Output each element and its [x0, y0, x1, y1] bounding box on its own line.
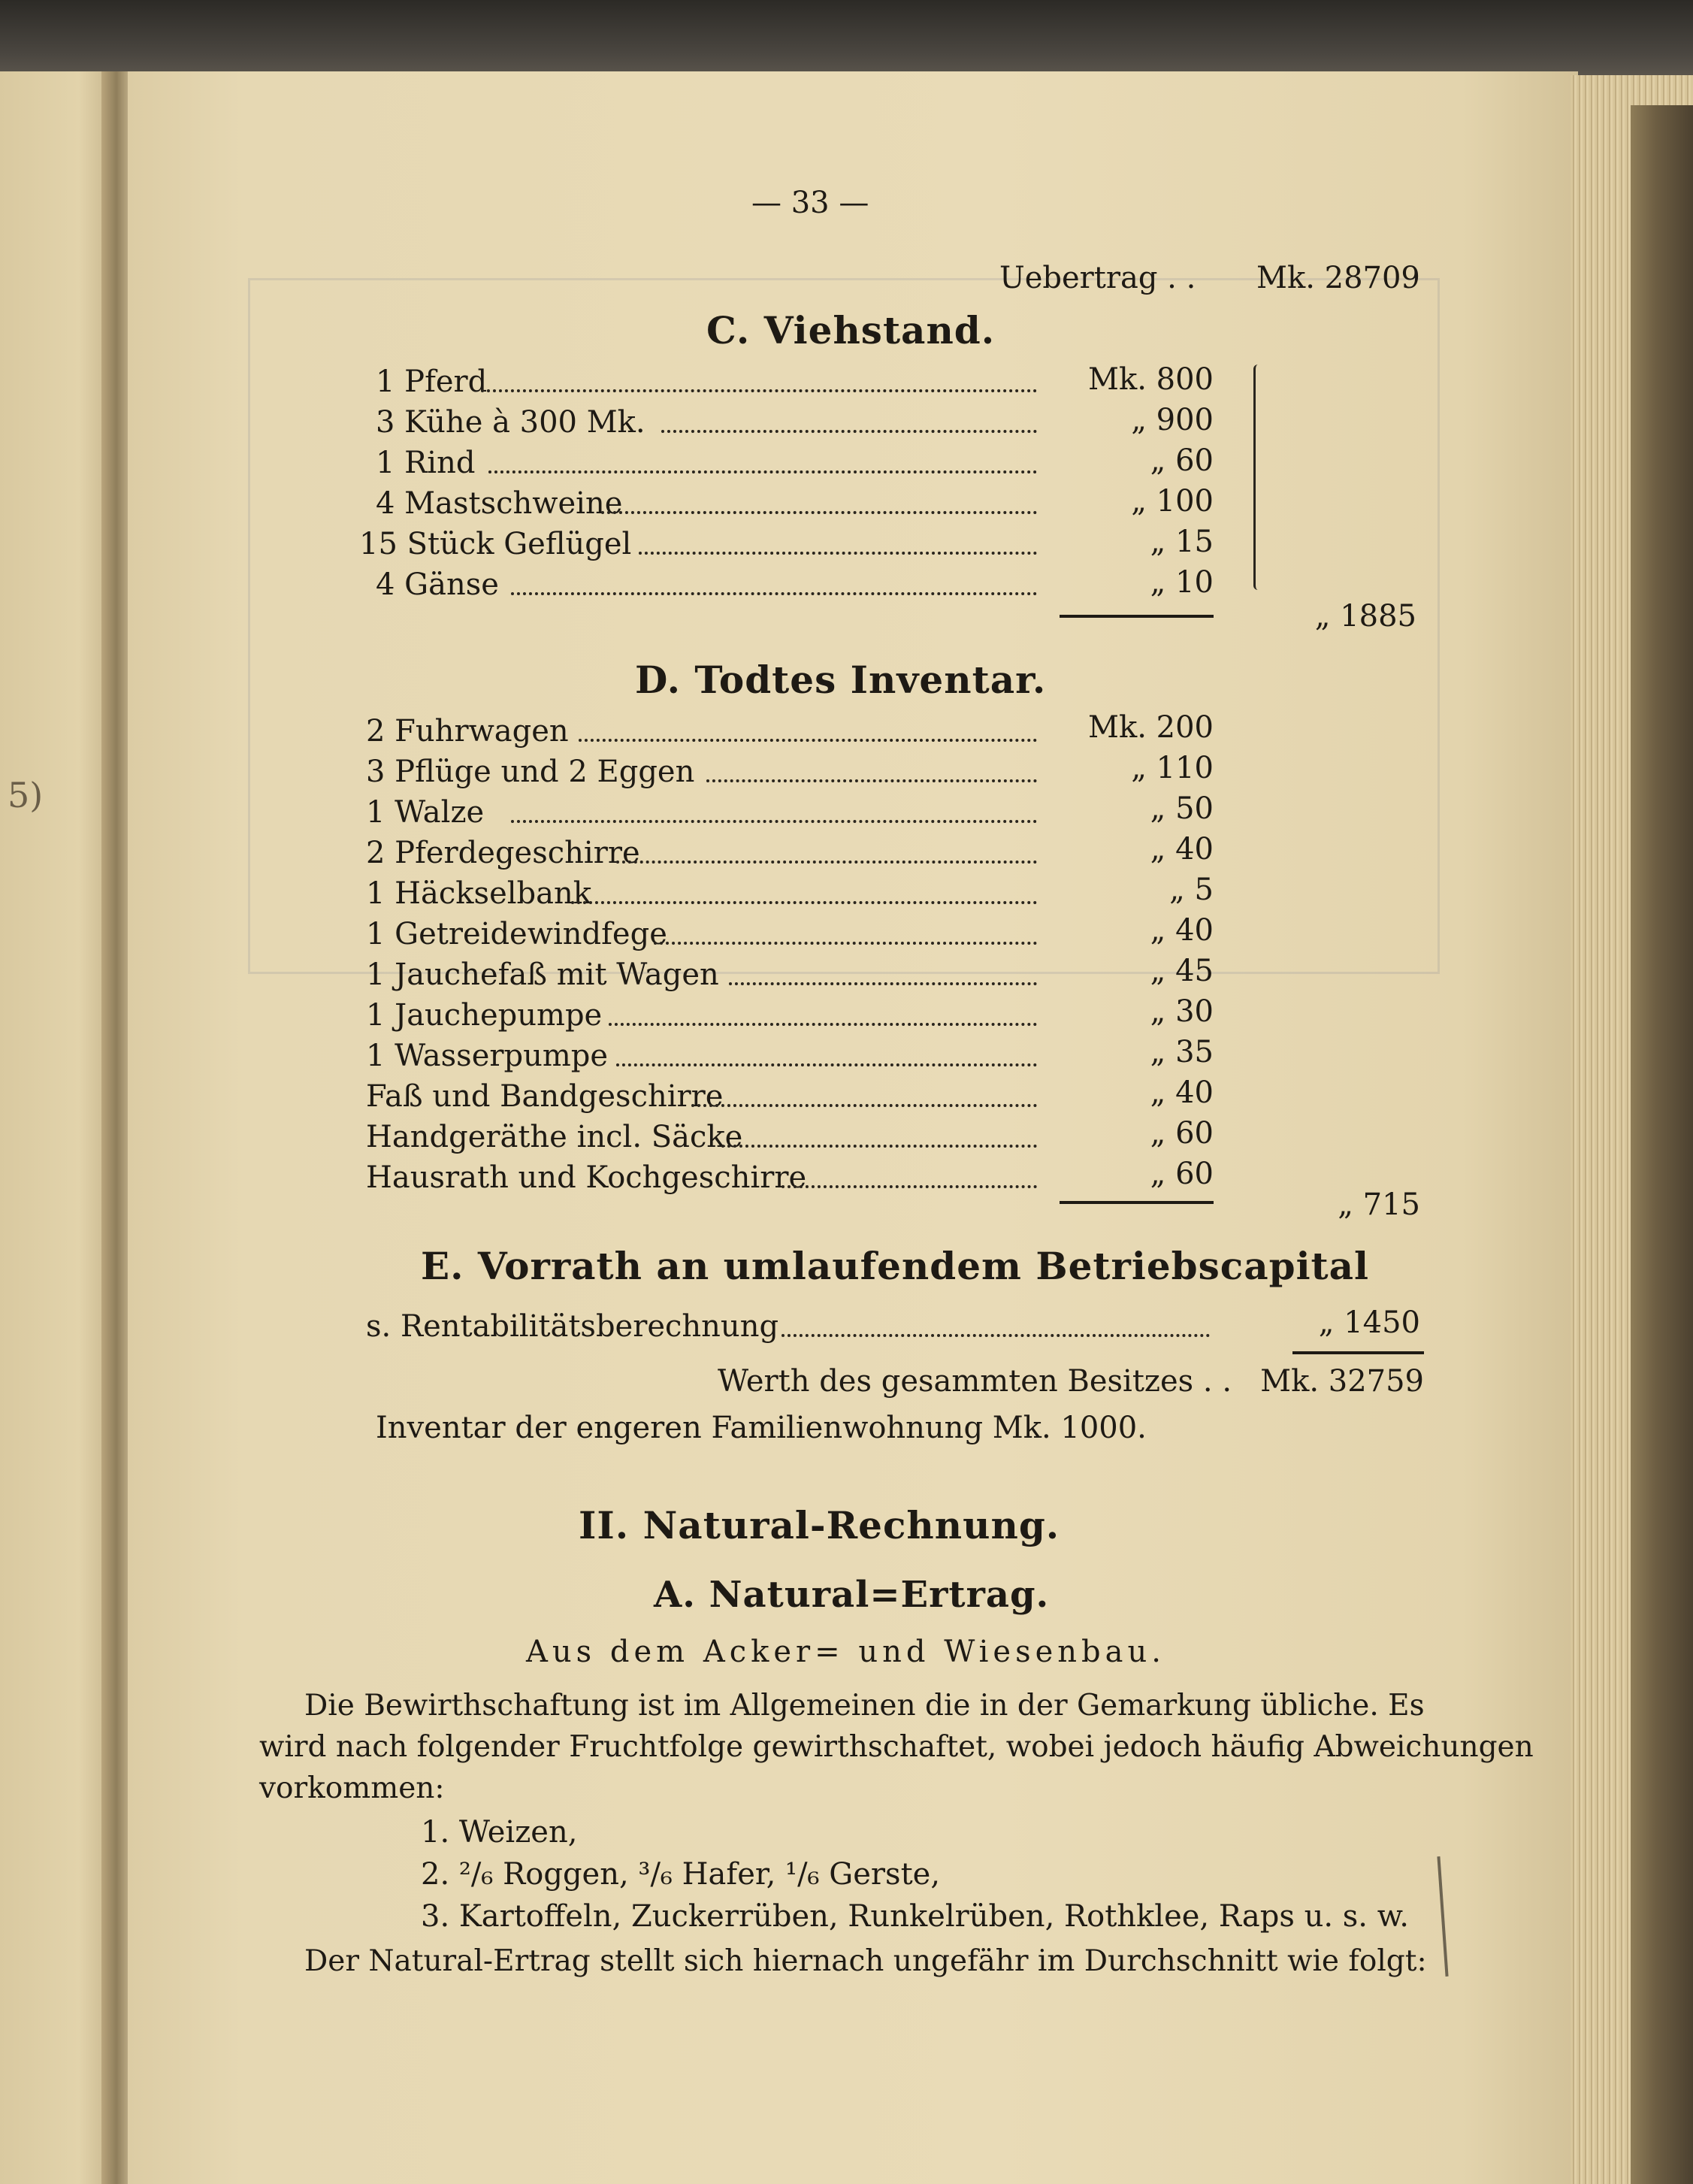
carry-value: Mk. 28709: [1256, 261, 1420, 295]
list-item: Faß und Bandgeschirre: [366, 1079, 724, 1114]
leader-dots: [488, 470, 1037, 473]
list-item: 15 Stück Geflügel: [359, 527, 632, 561]
page-number: — 33 —: [751, 186, 869, 220]
list-item: 1 Wasserpumpe: [366, 1039, 609, 1073]
list-item: 2. ²/₆ Roggen, ³/₆ Hafer, ¹/₆ Gerste,: [421, 1857, 941, 1892]
list-value: „ 15: [1150, 525, 1214, 559]
closing-line: Der Natural-Ertrag stellt sich hiernach ungefähr im Durchschnitt wie folgt:: [304, 1944, 1427, 1978]
list-item: 3 Kühe à 300 Mk.: [376, 405, 645, 440]
list-value: „ 40: [1150, 1075, 1214, 1110]
list-value: „ 30: [1150, 994, 1214, 1029]
list-value: Mk. 200: [1088, 710, 1214, 745]
leader-dots: [661, 430, 1037, 433]
bracket: [1253, 365, 1265, 590]
worth-value: Mk. 32759: [1260, 1364, 1424, 1399]
paragraph-line: Die Bewirthschaftung ist im Allgemeinen die in der Gemarkung übliche. Es: [304, 1689, 1425, 1723]
list-value: „ 110: [1131, 751, 1214, 785]
section-c-title: C. Viehstand.: [706, 308, 996, 352]
paragraph-line: wird nach folgender Fruchtfolge gewirthschaftet, wobei jedoch häufig Abweichungen: [259, 1730, 1534, 1764]
section-d-title: D. Todtes Inventar.: [635, 658, 1047, 702]
book-gutter: [101, 71, 132, 2184]
part-ii-title: II. Natural-Rechnung.: [579, 1503, 1060, 1547]
list-item: 4 Gänse: [376, 567, 499, 602]
section-e-title: E. Vorrath an umlaufendem Betriebscapital: [421, 1244, 1370, 1288]
margin-mark: 5): [8, 775, 44, 815]
list-value: „ 35: [1150, 1035, 1214, 1069]
section-d-total: „ 715: [1338, 1187, 1420, 1222]
part-ii-subsubtitle: Aus dem Acker= und Wiesenbau.: [526, 1635, 1165, 1669]
leader-dots: [511, 820, 1037, 823]
sum-rule: [1292, 1351, 1424, 1354]
list-value: „ 900: [1131, 403, 1214, 437]
leader-dots: [691, 1104, 1037, 1107]
list-item: 1 Walze: [366, 795, 485, 830]
list-item: 1 Jauchepumpe: [366, 998, 603, 1033]
leader-dots: [616, 1063, 1037, 1066]
list-value: „ 50: [1150, 791, 1214, 826]
leader-dots: [601, 511, 1037, 514]
carry-label: Uebertrag . .: [999, 261, 1196, 295]
list-value: „ 45: [1150, 954, 1214, 988]
worth-label: Werth des gesammten Besitzes . .: [718, 1364, 1232, 1399]
list-item: Handgeräthe incl. Säcke: [366, 1120, 743, 1154]
list-item: 1 Rind: [376, 446, 476, 480]
leader-dots: [782, 1334, 1210, 1337]
list-item: 4 Mastschweine: [376, 486, 623, 521]
leader-dots: [511, 592, 1037, 595]
list-value: „ 10: [1150, 565, 1214, 600]
list-value: „ 60: [1150, 1116, 1214, 1151]
part-ii-subtitle: A. Natural=Ertrag.: [654, 1574, 1050, 1616]
section-e-line: s. Rentabilitätsberechnung: [366, 1309, 779, 1344]
list-item: 1 Jauchefaß mit Wagen: [366, 957, 719, 992]
sum-rule: [1060, 615, 1214, 618]
list-item: 3 Pflüge und 2 Eggen: [366, 755, 695, 789]
leader-dots: [571, 901, 1037, 904]
section-c-total: „ 1885: [1314, 599, 1416, 634]
leader-dots: [706, 779, 1037, 782]
section-e-value: „ 1450: [1318, 1305, 1420, 1340]
leader-dots: [729, 982, 1037, 985]
list-item: 1 Pferd: [376, 365, 488, 399]
leader-dots: [654, 942, 1037, 945]
inventory-note: Inventar der engeren Familienwohnung Mk. 1000.: [376, 1411, 1147, 1445]
list-value: „ 60: [1150, 443, 1214, 478]
list-value: „ 5: [1169, 873, 1214, 907]
list-item: 1. Weizen,: [421, 1815, 578, 1850]
sum-rule: [1060, 1201, 1214, 1204]
list-item: 2 Pferdegeschirre: [366, 836, 640, 870]
list-item: Hausrath und Kochgeschirre: [366, 1160, 807, 1195]
list-item: 3. Kartoffeln, Zuckerrüben, Runkelrüben, Rothklee, Raps u. s. w.: [421, 1899, 1409, 1934]
leader-dots: [721, 1145, 1037, 1148]
book-spine-edge: [1631, 105, 1693, 2184]
list-value: „ 40: [1150, 913, 1214, 948]
list-item: 2 Fuhrwagen: [366, 714, 569, 749]
list-item: 1 Häckselbank: [366, 876, 591, 911]
leader-dots: [782, 1185, 1037, 1188]
list-item: 1 Getreidewindfege: [366, 917, 667, 951]
leader-dots: [481, 389, 1037, 392]
list-value: „ 60: [1150, 1157, 1214, 1191]
leader-dots: [639, 552, 1037, 555]
leader-dots: [616, 861, 1037, 864]
list-value: „ 100: [1131, 484, 1214, 519]
paragraph-line: vorkommen:: [259, 1771, 445, 1805]
leader-dots: [579, 739, 1037, 742]
left-page-edge: [0, 71, 113, 2184]
list-value: Mk. 800: [1088, 362, 1214, 397]
leader-dots: [609, 1023, 1037, 1026]
list-value: „ 40: [1150, 832, 1214, 867]
